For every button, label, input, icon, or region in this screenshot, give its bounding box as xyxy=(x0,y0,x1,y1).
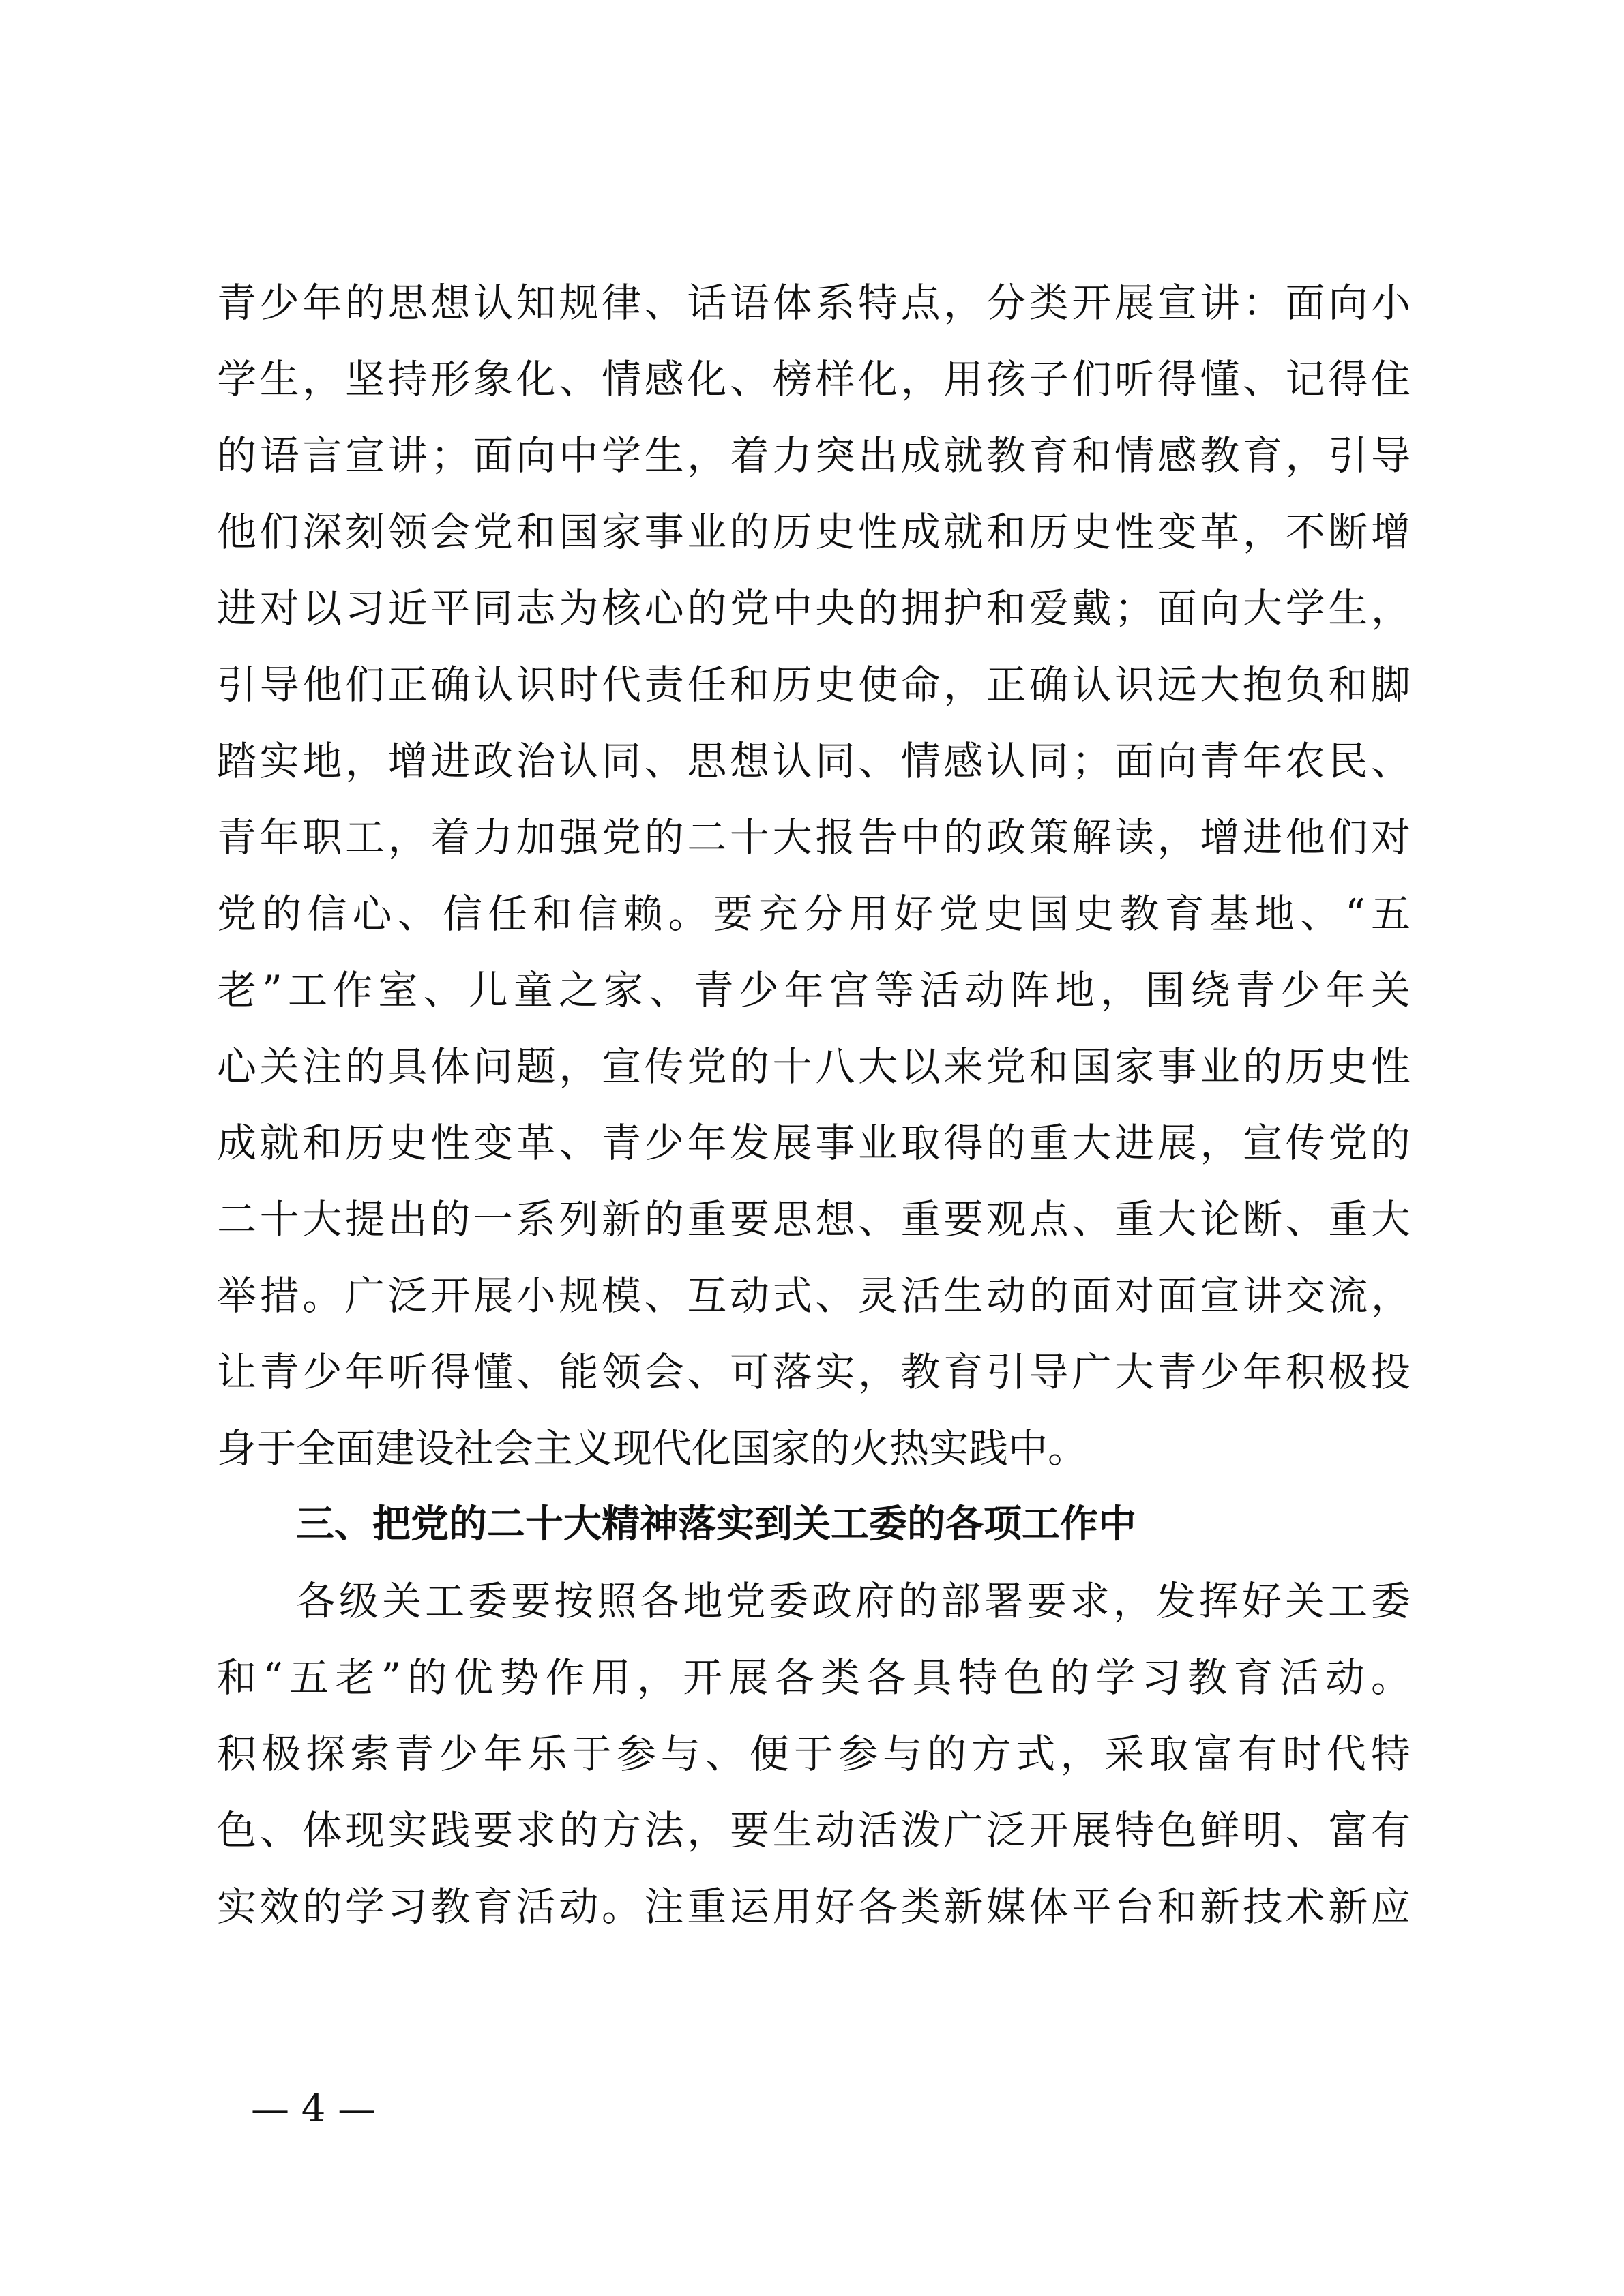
paragraph-2-line: 色、体现实践要求的方法，要生动活泼广泛开展特色鲜明、富有 xyxy=(217,1807,1411,1853)
paragraph-1-line: 进对以习近平同志为核心的党中央的拥护和爱戴；面向大学生， xyxy=(217,585,1411,631)
paragraph-1-line: 心关注的具体问题，宣传党的十八大以来党和国家事业的历史性 xyxy=(217,1043,1411,1090)
document-body xyxy=(217,265,1411,1945)
paragraph-1-line: 学生，坚持形象化、情感化、榜样化，用孩子们听得懂、记得住 xyxy=(217,356,1411,402)
paragraph-2-line: 和“五老”的优势作用，开展各类各具特色的学习教育活动。 xyxy=(217,1654,1411,1701)
paragraph-2-line: 积极探索青少年乐于参与、便于参与的方式，采取富有时代特 xyxy=(217,1731,1411,1777)
paragraph-1-line: 青少年的思想认知规律、话语体系特点，分类开展宣讲：面向小 xyxy=(217,280,1411,326)
section-heading: 三、把党的二十大精神落实到关工委的各项工作中 xyxy=(296,1502,1136,1547)
paragraph-1-line: 成就和历史性变革、青少年发展事业取得的重大进展，宣传党的 xyxy=(217,1120,1411,1166)
paragraph-2-line: 各级关工委要按照各地党委政府的部署要求，发挥好关工委 xyxy=(296,1578,1411,1624)
paragraph-1-line: 青年职工，着力加强党的二十大报告中的政策解读，增进他们对 xyxy=(217,814,1411,861)
paragraph-1-line: 他们深刻领会党和国家事业的历史性成就和历史性变革，不断增 xyxy=(217,509,1411,555)
paragraph-1-line: 引导他们正确认识时代责任和历史使命，正确认识远大抱负和脚 xyxy=(217,661,1411,708)
paragraph-1-line: 踏实地，增进政治认同、思想认同、情感认同；面向青年农民、 xyxy=(217,738,1411,784)
paragraph-1-line: 举措。广泛开展小规模、互动式、灵活生动的面对面宣讲交流， xyxy=(217,1272,1411,1319)
paragraph-1-line: 二十大提出的一系列新的重要思想、重要观点、重大论断、重大 xyxy=(217,1196,1411,1242)
paragraph-1-line: 让青少年听得懂、能领会、可落实，教育引导广大青少年积极投 xyxy=(217,1349,1411,1395)
page-number: — 4 — xyxy=(251,2087,377,2131)
paragraph-2-line: 实效的学习教育活动。注重运用好各类新媒体平台和新技术新应 xyxy=(217,1883,1411,1930)
paragraph-1-line: 党的信心、信任和信赖。要充分用好党史国史教育基地、“五 xyxy=(217,891,1411,937)
paragraph-1-line: 身于全面建设社会主义现代化国家的火热实践中。 xyxy=(217,1425,1088,1472)
paragraph-1-line: 老”工作室、儿童之家、青少年宫等活动阵地，围绕青少年关 xyxy=(217,967,1411,1013)
paragraph-1-line: 的语言宣讲；面向中学生，着力突出成就教育和情感教育，引导 xyxy=(217,432,1411,479)
